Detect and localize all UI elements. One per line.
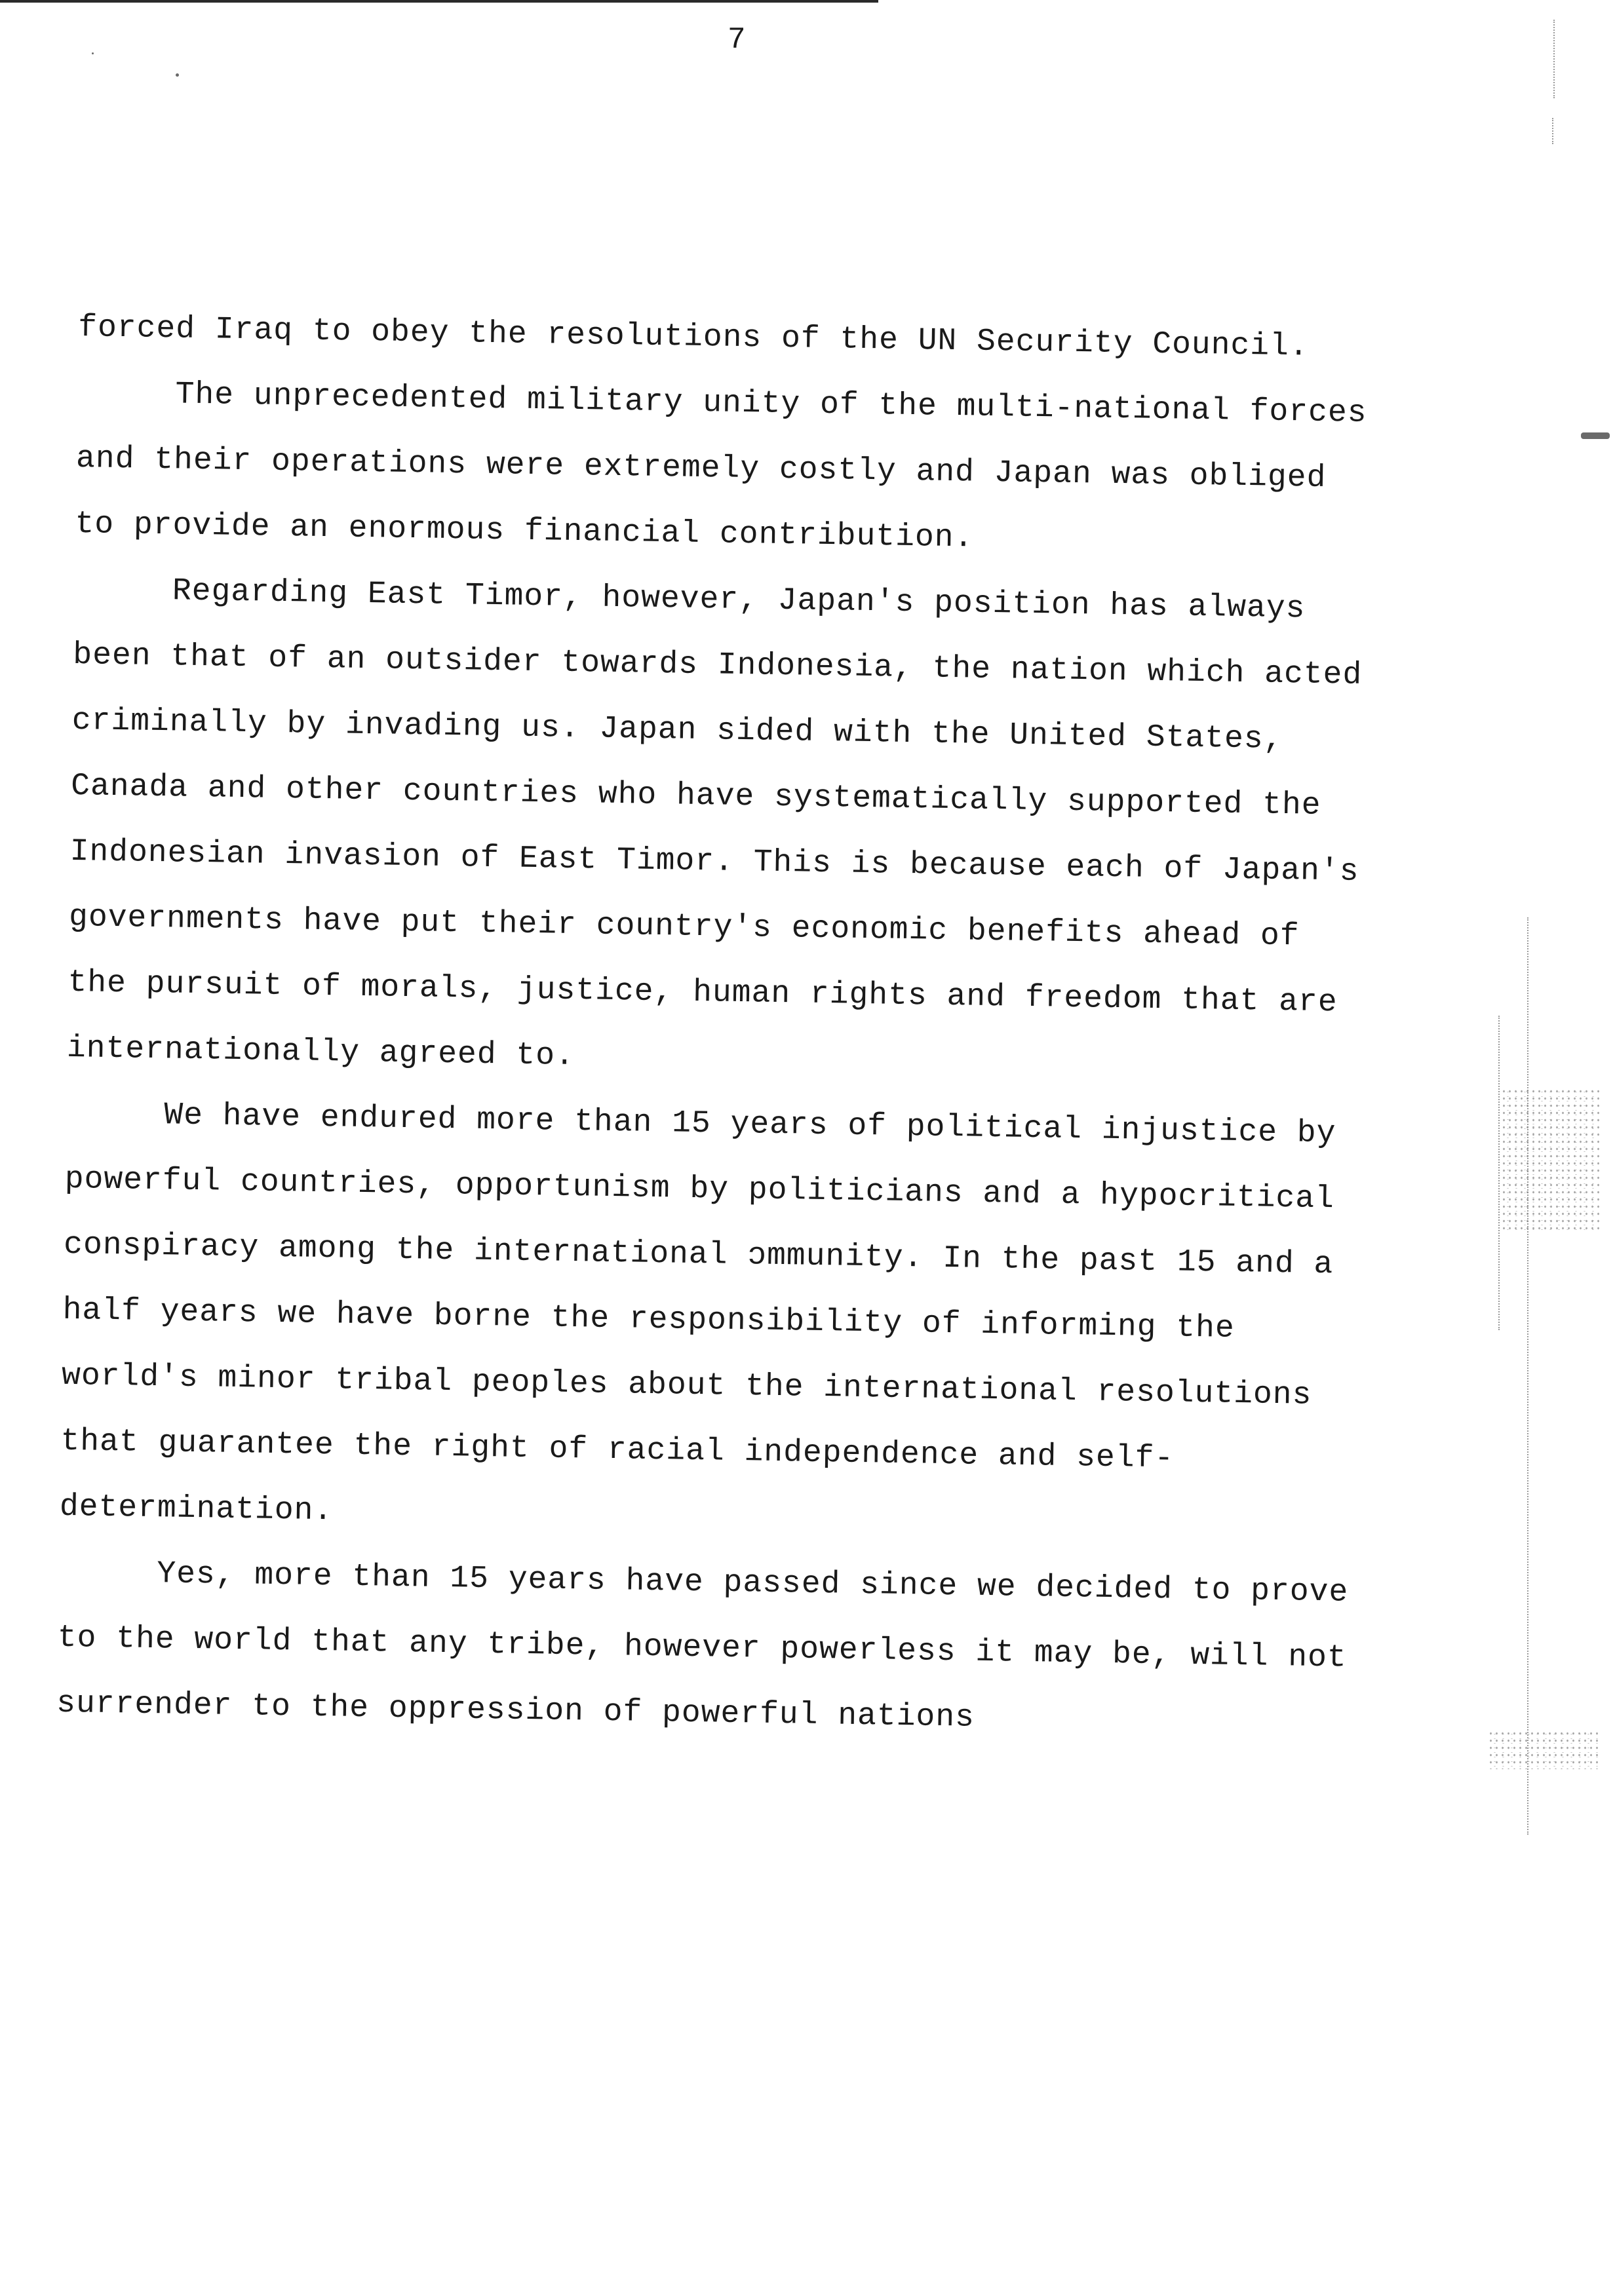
scan-edge-line: [1527, 917, 1530, 1835]
scan-dot: [176, 73, 179, 77]
paragraph-1: forced Iraq to obey the resolutions of the UN Security Council.: [77, 309, 1310, 365]
scan-edge-mark: [1553, 20, 1556, 98]
paragraph-2: The unprecedented military unity of the multi-national forces and their operations were extremely costly and Japan was obliged to provide an enormous financial contribution.: [75, 377, 1367, 556]
scan-speckle: [1501, 1088, 1599, 1232]
scan-edge-mark: [1552, 118, 1555, 144]
page-number: 7: [728, 23, 746, 57]
scan-speckle: [1488, 1730, 1599, 1769]
paragraph-5: Yes, more than 15 years have passed since we decided to prove to the world that any tribe, however powerless it may be, will not surrender to the oppression of powerful nations: [56, 1556, 1349, 1736]
paragraph-4: We have endured more than 15 years of political injustice by powerful countries, opportunism by politicians and a hypocritical conspiracy among the international ɔmmunity. In the past 15 and a half years we have borne the responsibility of informing the world's minor tribal peoples about the international resolutions that guarantee the right of racial independence and self-determination.: [59, 1098, 1336, 1529]
scan-blot: [1581, 432, 1610, 439]
scan-top-edge: [0, 0, 878, 3]
paragraph-3: Regarding East Timor, however, Japan's position has always been that of an outsider towards Indonesia, the nation which acted criminally by invading us. Japan sided with the United States, Canada and other countries who have systematically supported the Indonesian invasion of East Timor. This is because each of Japan's governments have put their country's economic benefits ahead of the pursuit of morals, justice, human rights and freedom that are internationally agreed to.: [66, 573, 1363, 1075]
scan-dot: [92, 52, 94, 54]
body-text: [56, 295, 1376, 1757]
